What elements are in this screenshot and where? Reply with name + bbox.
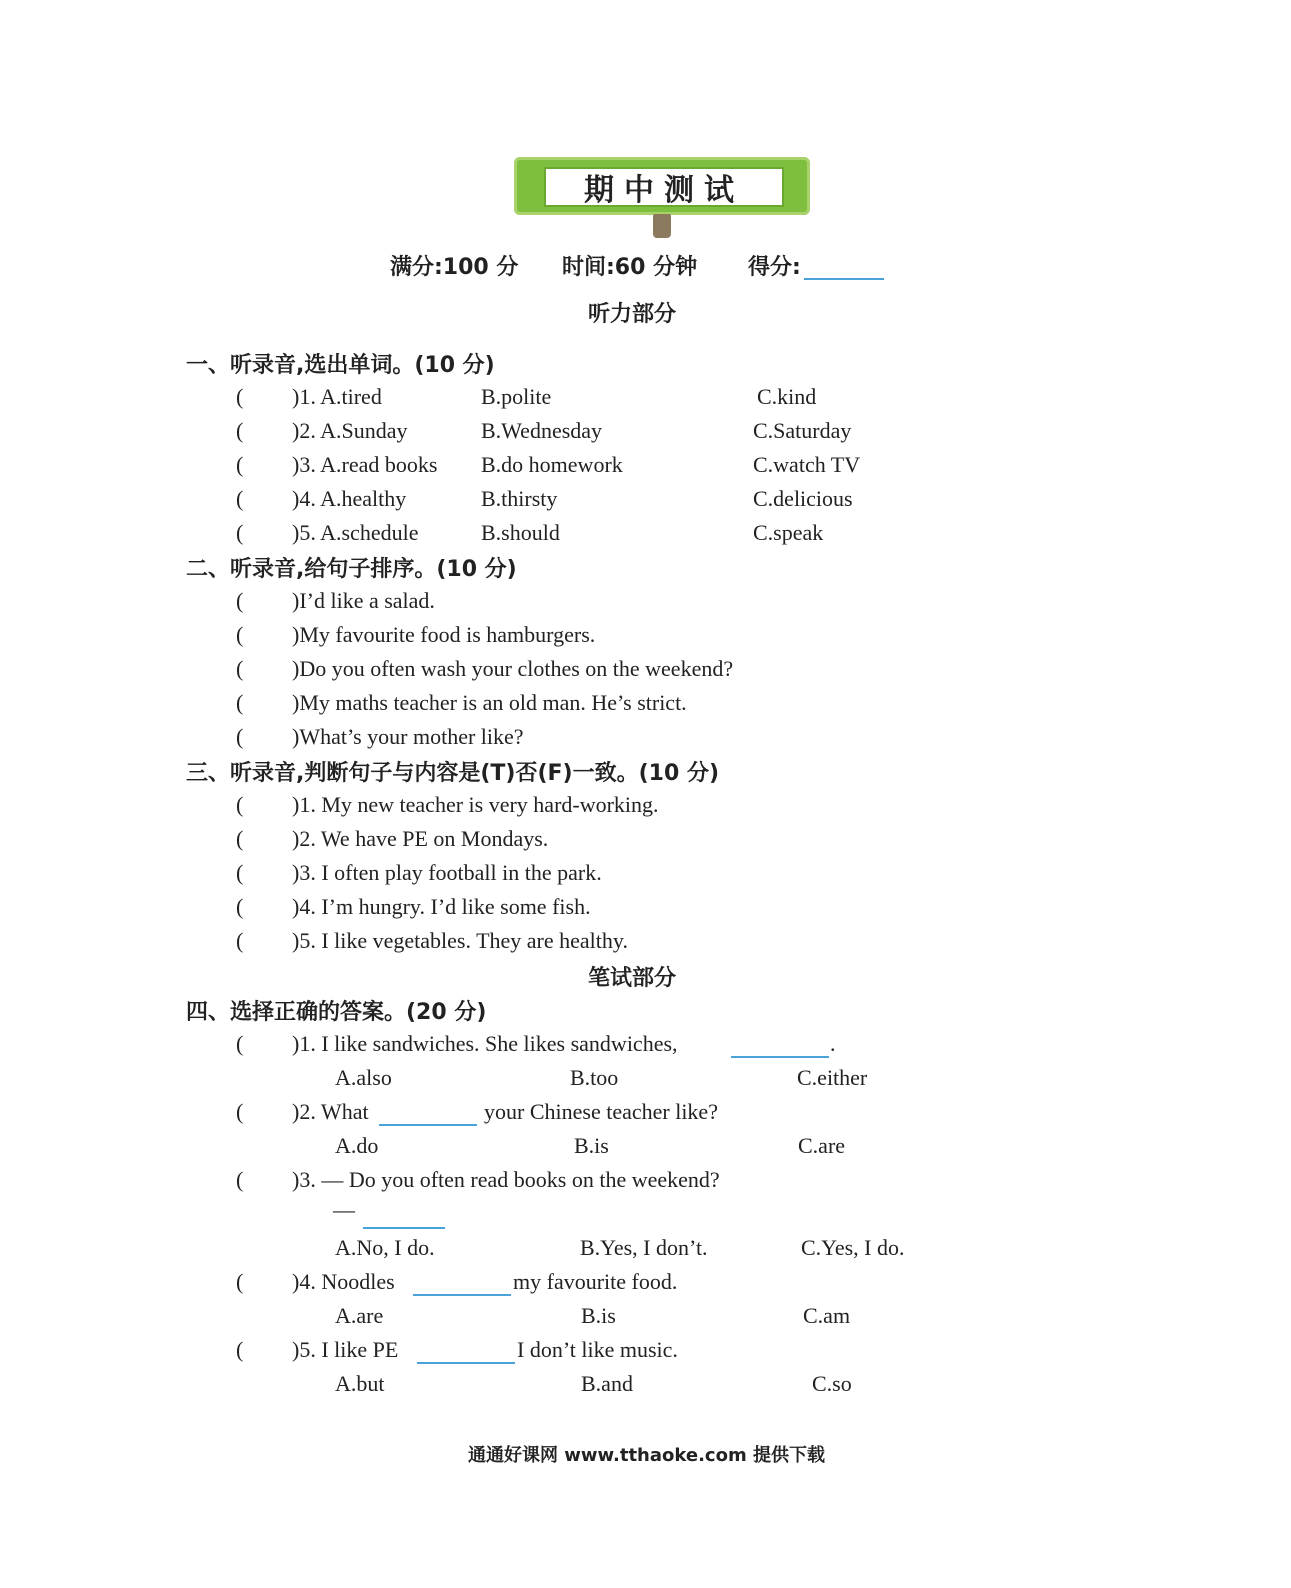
s2-item: )My favourite food is hamburgers.: [292, 622, 596, 647]
s4-q3-b: B.Yes, I don’t.: [580, 1235, 708, 1260]
paren[interactable]: (: [236, 1337, 244, 1362]
s3-item: )5. I like vegetables. They are healthy.: [292, 928, 628, 953]
full-score: 满分:100 分: [390, 255, 519, 280]
s4-q5-blank[interactable]: [417, 1340, 515, 1364]
paren[interactable]: (: [236, 384, 244, 409]
paren[interactable]: (: [236, 1031, 244, 1056]
paren[interactable]: (: [236, 860, 244, 885]
s1-q3-b: B.do homework: [481, 452, 623, 477]
s4-q1-b: B.too: [570, 1065, 619, 1090]
score-blank[interactable]: [804, 258, 884, 280]
paren[interactable]: (: [236, 656, 244, 681]
score-label: 得分:: [748, 255, 801, 280]
s4-q2-c: C.are: [798, 1133, 846, 1158]
paren[interactable]: (: [236, 1099, 244, 1124]
paren[interactable]: (: [236, 520, 244, 545]
time-limit: 时间:60 分钟: [562, 255, 698, 280]
s4-q4-c: C.am: [803, 1303, 851, 1328]
s4-q1-end: .: [830, 1031, 836, 1056]
section2-title: 二、听录音,给句子排序。(10 分): [186, 557, 517, 582]
s4-q5-end: I don’t like music.: [517, 1337, 678, 1362]
s2-item: )I’d like a salad.: [292, 588, 435, 613]
listening-part-title: 听力部分: [588, 302, 677, 327]
s4-q3-a: A.No, I do.: [335, 1235, 435, 1260]
s4-q2-end: your Chinese teacher like?: [484, 1099, 718, 1124]
section1-title: 一、听录音,选出单词。(10 分): [186, 353, 495, 378]
s4-q2-text: )2. What: [292, 1099, 369, 1124]
s1-q5: )5. A.schedule: [292, 520, 419, 545]
s4-q4-a: A.are: [335, 1303, 384, 1328]
s1-q4-b: B.thirsty: [481, 486, 558, 511]
s2-item: )What’s your mother like?: [292, 724, 524, 749]
s1-q3: )3. A.read books: [292, 452, 438, 477]
section3-title: 三、听录音,判断句子与内容是(T)否(F)一致。(10 分): [186, 761, 719, 786]
s1-q2-b: B.Wednesday: [481, 418, 603, 443]
s1-q2: )2. A.Sunday: [292, 418, 408, 443]
s4-q4-b: B.is: [581, 1303, 616, 1328]
s3-item: )4. I’m hungry. I’d like some fish.: [292, 894, 591, 919]
paren[interactable]: (: [236, 690, 244, 715]
page-title: 期中测试: [544, 167, 784, 207]
paren[interactable]: (: [236, 622, 244, 647]
s3-item: )1. My new teacher is very hard-working.: [292, 792, 659, 817]
paren[interactable]: (: [236, 486, 244, 511]
paren[interactable]: (: [236, 894, 244, 919]
title-banner: [514, 157, 810, 215]
paren[interactable]: (: [236, 1269, 244, 1294]
s4-q3-text: )3. — Do you often read books on the weekend?: [292, 1167, 720, 1192]
s1-q3-c: C.watch TV: [753, 452, 861, 477]
s4-q1-blank[interactable]: [731, 1034, 829, 1058]
s4-q3-dash: —: [333, 1197, 355, 1222]
s4-q5-a: A.but: [335, 1371, 385, 1396]
s4-q4-text: )4. Noodles: [292, 1269, 395, 1294]
paren[interactable]: (: [236, 418, 244, 443]
s1-q4: )4. A.healthy: [292, 486, 407, 511]
paren[interactable]: (: [236, 792, 244, 817]
s1-q2-c: C.Saturday: [753, 418, 852, 443]
s1-q1-b: B.polite: [481, 384, 552, 409]
s3-item: )2. We have PE on Mondays.: [292, 826, 549, 851]
s4-q5-text: )5. I like PE: [292, 1337, 399, 1362]
s4-q2-a: A.do: [335, 1133, 379, 1158]
s4-q5-c: C.so: [812, 1371, 852, 1396]
s2-item: )Do you often wash your clothes on the weekend?: [292, 656, 734, 681]
s1-q1: )1. A.tired: [292, 384, 382, 409]
s1-q5-b: B.should: [481, 520, 560, 545]
s4-q3-blank[interactable]: [363, 1205, 445, 1229]
s4-q5-b: B.and: [581, 1371, 633, 1396]
paren[interactable]: (: [236, 724, 244, 749]
s4-q2-b: B.is: [574, 1133, 609, 1158]
s3-item: )3. I often play football in the park.: [292, 860, 602, 885]
s4-q3-c: C.Yes, I do.: [801, 1235, 905, 1260]
footer-credit: 通通好课网 www.tthaoke.com 提供下载: [468, 1445, 825, 1466]
s1-q5-c: C.speak: [753, 520, 824, 545]
s4-q4-end: my favourite food.: [513, 1269, 678, 1294]
paren[interactable]: (: [236, 452, 244, 477]
paren[interactable]: (: [236, 826, 244, 851]
s2-item: )My maths teacher is an old man. He’s strict.: [292, 690, 687, 715]
s4-q1-a: A.also: [335, 1065, 392, 1090]
s1-q1-c: C.kind: [757, 384, 817, 409]
written-part-title: 笔试部分: [588, 966, 677, 991]
paren[interactable]: (: [236, 588, 244, 613]
s4-q2-blank[interactable]: [379, 1102, 477, 1126]
banner-tag-decoration: [653, 214, 671, 238]
s4-q4-blank[interactable]: [413, 1272, 511, 1296]
s4-q1-text: )1. I like sandwiches. She likes sandwiches,: [292, 1031, 678, 1056]
paren[interactable]: (: [236, 928, 244, 953]
s1-q4-c: C.delicious: [753, 486, 853, 511]
s4-q1-c: C.either: [797, 1065, 868, 1090]
section4-title: 四、选择正确的答案。(20 分): [186, 1000, 487, 1025]
paren[interactable]: (: [236, 1167, 244, 1192]
